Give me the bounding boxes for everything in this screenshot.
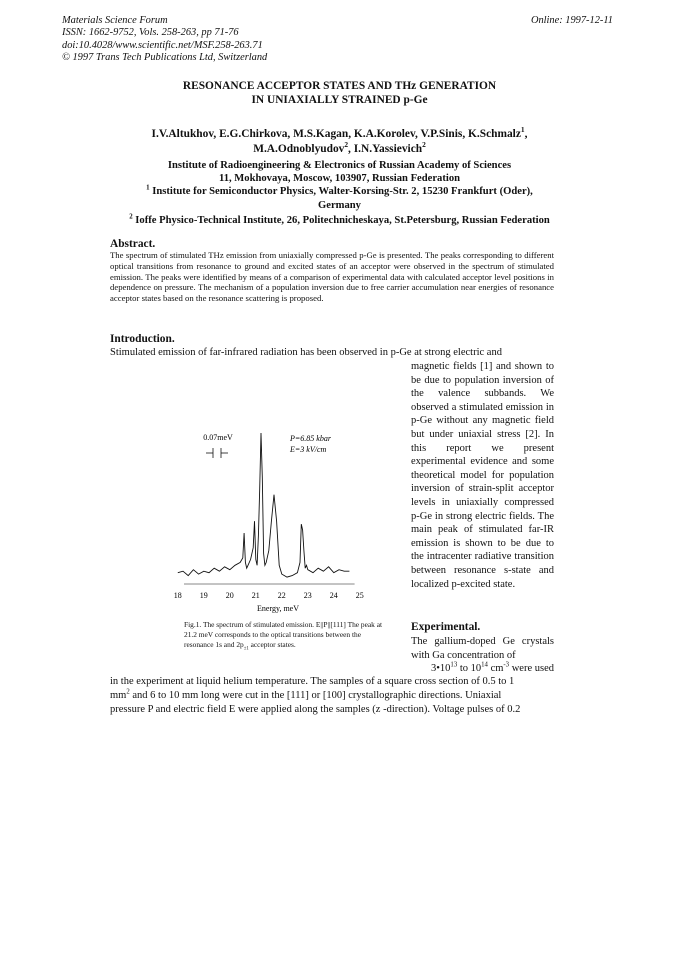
experimental-column-text: The gallium-doped Ge crystals with Ga concentration of $3•10^{13}$ to $10^{14}$ $cm^{-3}$ were used xyxy=(411,636,554,675)
resolution-label: 0.07meV xyxy=(203,433,233,442)
paper-title xyxy=(62,79,617,107)
experimental-heading: Experimental. xyxy=(411,621,481,633)
affiliations xyxy=(62,159,617,227)
axis-label-energy: Energy, meV xyxy=(257,604,299,613)
copyright-line: © 1997 Trans Tech Publications Ltd, Switzerland xyxy=(62,51,268,63)
abstract-heading: Abstract. xyxy=(110,238,156,250)
experimental-line-3: pressure P and electric field E were applied along the samples (z -direction). Voltage pulses of 0.2 xyxy=(110,704,521,715)
issn-line: ISSN: 1662-9752, Vols. 258-263, pp 71-76 xyxy=(62,27,239,39)
field-label: E=3 kV/cm xyxy=(290,445,327,454)
x-tick-label: 24 xyxy=(329,591,338,600)
spectrum-line xyxy=(178,433,350,577)
x-tick-label: 21 xyxy=(251,591,260,600)
resolution-marker xyxy=(206,448,228,458)
x-tick-label: 19 xyxy=(199,591,208,600)
affiliation-1-line-1: Institute of Radioengineering & Electronics of Russian Academy of Sciences xyxy=(167,160,512,171)
x-tick-label: 23 xyxy=(303,591,312,600)
x-tick-label: 25 xyxy=(355,591,364,600)
authors-line-1: I.V.Altukhov, E.G.Chirkova, M.S.Kagan, K.A.Korolev, V.P.Sinis, K.Schmalz$^1$, xyxy=(151,125,528,140)
affiliation-3: $^2$ Ioffe Physico-Technical Institute, 26, Politechnicheskaya, St.Petersburg, Russian Federation xyxy=(129,213,550,226)
x-tick-label: 20 xyxy=(225,591,234,600)
title-line-2: IN UNIAXIALLY STRAINED p-Ge xyxy=(251,94,428,106)
figure-caption: Fig.1. The spectrum of stimulated emission. E||P||[111] The peak at 21.2 meV corresponds to the optical transitions between the resonance 1s and $2p_{\pm 1}$ acceptor states. xyxy=(184,620,383,652)
abstract-text: The spectrum of stimulated THz emission from uniaxially compressed p-Ge is presented. The peaks corresponding to different optical transitions from resonance to ground and excited states of an acceptor were observed in the spectrum of stimulated emission. The peaks were identified by means of a comparison of experimental data with calculated acceptor level positions in dependence on pressure. The mechanism of a population inversion due to free carrier accumulation near energies of resonance acceptor states based on the resonance scattering is proposed. xyxy=(110,250,554,304)
experimental-line-1: in the experiment at liquid helium temperature. The samples of a square cross section of 0.5 to 1 xyxy=(110,676,515,687)
affiliation-2-line-1: $^1$ Institute for Semiconductor Physics, Walter-Korsing-Str. 2, 15230 Frankfurt (Oder), xyxy=(146,184,533,198)
x-tick-label: 22 xyxy=(277,591,286,600)
online-date: Online: 1997-12-11 xyxy=(530,15,613,26)
doi-link[interactable]: doi:10.4028/www.scientific.net/MSF.258-263.71 xyxy=(62,39,263,51)
author-list xyxy=(62,127,617,156)
title-line-1: RESONANCE ACCEPTOR STATES AND THz GENERATION xyxy=(182,80,497,92)
x-tick-label: 18 xyxy=(173,591,182,600)
pressure-label: P=6.85 kbar xyxy=(290,434,331,443)
authors-line-2: M.A.Odnoblyudov$^2$, I.N.Yassievich$^2$ xyxy=(253,139,426,155)
journal-name: Materials Science Forum xyxy=(62,15,168,26)
affiliation-2-line-2: Germany xyxy=(318,199,361,211)
emission-spectrum-figure xyxy=(150,405,400,620)
introduction-column-text: magnetic fields [1] and shown to be due to population inversion of the valence subbands. We observed a stimulated emission in p-Ge without any magnetic field but under uniaxial stress [2]. In this report we present experimental evidence and some theoretical model for population inversion of strain-split acceptor levels in uniaxially compressed p-Ge in strong electric fields. The main peak of stimulated far-IR emission is shown to be due to the intracenter radiative transition between resonance s-state and localized p-excited state. xyxy=(411,361,554,590)
introduction-first-line: Stimulated emission of far-infrared radiation has been observed in p-Ge at strong electric and xyxy=(110,347,502,358)
journal-header xyxy=(62,15,267,64)
affiliation-1-line-2: 11, Mokhovaya, Moscow, 103907, Russian Federation xyxy=(218,173,461,185)
introduction-heading: Introduction. xyxy=(110,333,175,345)
experimental-line-2: $mm^2$ and 6 to 10 mm long were cut in the [111] or [100] crystallographic directions. Uniaxial xyxy=(110,688,502,701)
